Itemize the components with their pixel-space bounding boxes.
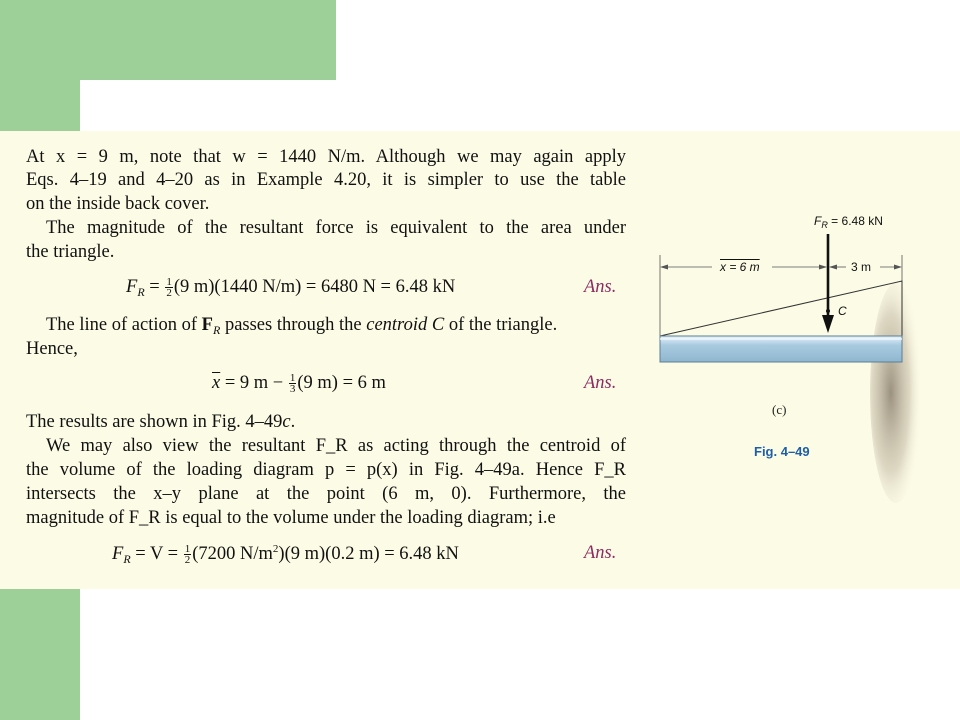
para5-line1: We may also view the resultant F_R as acting through the centroid of xyxy=(46,436,626,456)
equation-fr-volume: $F_R = V$ = $\frac{1}{2}$ (7200 $N/m^2)(9$ m)(0.2 m) = 6.48 kN xyxy=(112,543,459,567)
para5-line3: intersects the x–y plane at the point (6 m, 0). Furthermore, the xyxy=(26,484,626,504)
beam-figure xyxy=(0,131,960,589)
ans-label-2: Ans. xyxy=(584,373,617,393)
para5-line4: magnitude of F_R is equal to the volume under the loading diagram; i.e xyxy=(26,508,556,528)
equation-fr-area: $F_R$ = $\frac{1}{2}$ (9 m)(1440 N/m) = 6480 N = 6.48 kN xyxy=(126,276,456,300)
dim-arrow-mid-left xyxy=(819,265,827,270)
fraction-one-third: $\frac{1}{3}$ xyxy=(289,372,296,396)
equation-xbar: $\overline{x} = 9$ m − $\frac{1}{3}$ (9 m) = 6 m xyxy=(212,372,386,396)
centroid-point xyxy=(826,309,830,313)
para4-line: The results are shown in Fig. 4–49c. xyxy=(26,412,296,432)
figure-subcaption: (c) xyxy=(772,402,787,417)
para1-line2: Eqs. 4–19 and 4–20 as in Example 4.20, it is simpler to use the table xyxy=(26,170,626,190)
ans-label-3: Ans. xyxy=(584,543,617,563)
beam-shadow xyxy=(870,283,922,503)
dim-arrow-mid-right xyxy=(829,265,837,270)
para2-line1: The magnitude of the resultant force is equivalent to the area under xyxy=(46,218,626,238)
xbar-dimension-label: x = 6 m xyxy=(720,260,760,274)
right-dimension-label: 3 m xyxy=(851,260,872,274)
textbook-page xyxy=(0,131,960,589)
para3-line1: The line of action of $F_R$ passes through the centroid C of the triangle. xyxy=(46,315,558,337)
para2-line2: the triangle. xyxy=(26,242,115,262)
load-triangle xyxy=(660,281,902,336)
force-arrow-head xyxy=(822,315,834,333)
fraction-one-half: $\frac{1}{2}$ xyxy=(166,276,172,300)
ans-label-1: Ans. xyxy=(584,277,617,297)
para5-line2: the volume of the loading diagram p = p(x) in Fig. 4–49a. Hence F_R xyxy=(26,460,626,480)
centroid-label: C xyxy=(838,304,847,318)
beam-body xyxy=(660,336,902,362)
para1-line3: on the inside back cover. xyxy=(26,194,210,214)
figure-caption: Fig. 4–49 xyxy=(754,444,810,459)
dim-arrow-left xyxy=(660,265,668,270)
para3-line2: Hence, xyxy=(26,339,78,359)
para1-line1: At x = 9 m, note that w = 1440 N/m. Although we may again apply xyxy=(26,147,626,167)
force-label: $F_R = 6.48$ kN xyxy=(814,214,883,230)
fraction-one-half-2: $\frac{1}{2}$ xyxy=(184,543,191,567)
dim-arrow-right xyxy=(894,265,902,270)
